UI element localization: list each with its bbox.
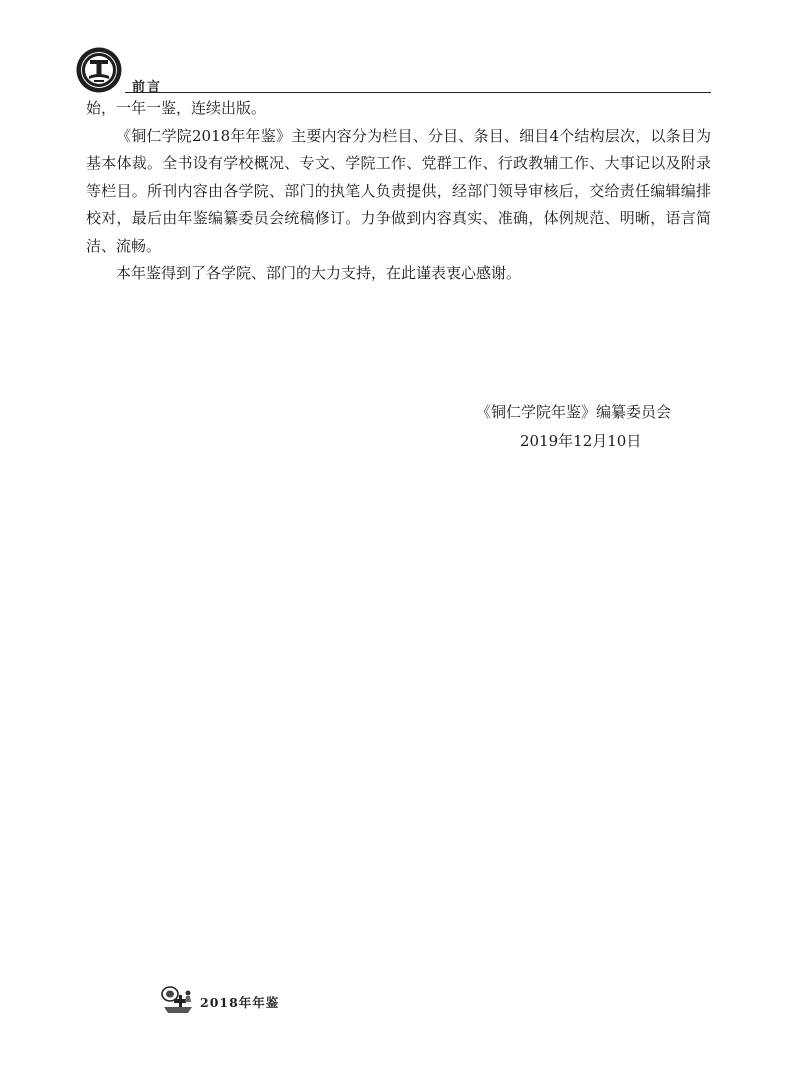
- signature-block: [440, 398, 712, 456]
- university-seal-icon: [75, 46, 123, 94]
- paragraph-content-structure: 《铜仁学院2018年年鉴》主要内容分为栏目、分目、条目、细目4个结构层次，以条目为基本体裁。全书设有学校概况、专文、学院工作、党群工作、行政教辅工作、大事记以及附录等栏目。所刊内容由各学院、部门的执笔人负责提供，经部门领导审核后，交给责任编辑编排校对，最后由年鉴编纂委员会统稿修订。力争做到内容真实、准确，体例规范、明晰，语言简洁、流畅。: [86, 126, 711, 255]
- page-footer: [160, 985, 360, 1017]
- signature-organization: 《铜仁学院年鉴》编纂委员会: [476, 403, 672, 421]
- footer-title: 2018年年鉴: [200, 995, 280, 1010]
- signature-date: 2019年12月10日: [520, 432, 642, 450]
- yearbook-emblem-icon: [160, 985, 196, 1015]
- header-divider: [125, 92, 711, 93]
- paragraph-continued: 始，一年一鉴，连续出版。: [86, 99, 267, 117]
- section-title: 前言: [132, 80, 163, 95]
- main-text: [86, 95, 711, 288]
- page-header: [75, 46, 711, 96]
- paragraph-acknowledgement: 本年鉴得到了各学院、部门的大力支持，在此谨表衷心感谢。: [116, 264, 522, 282]
